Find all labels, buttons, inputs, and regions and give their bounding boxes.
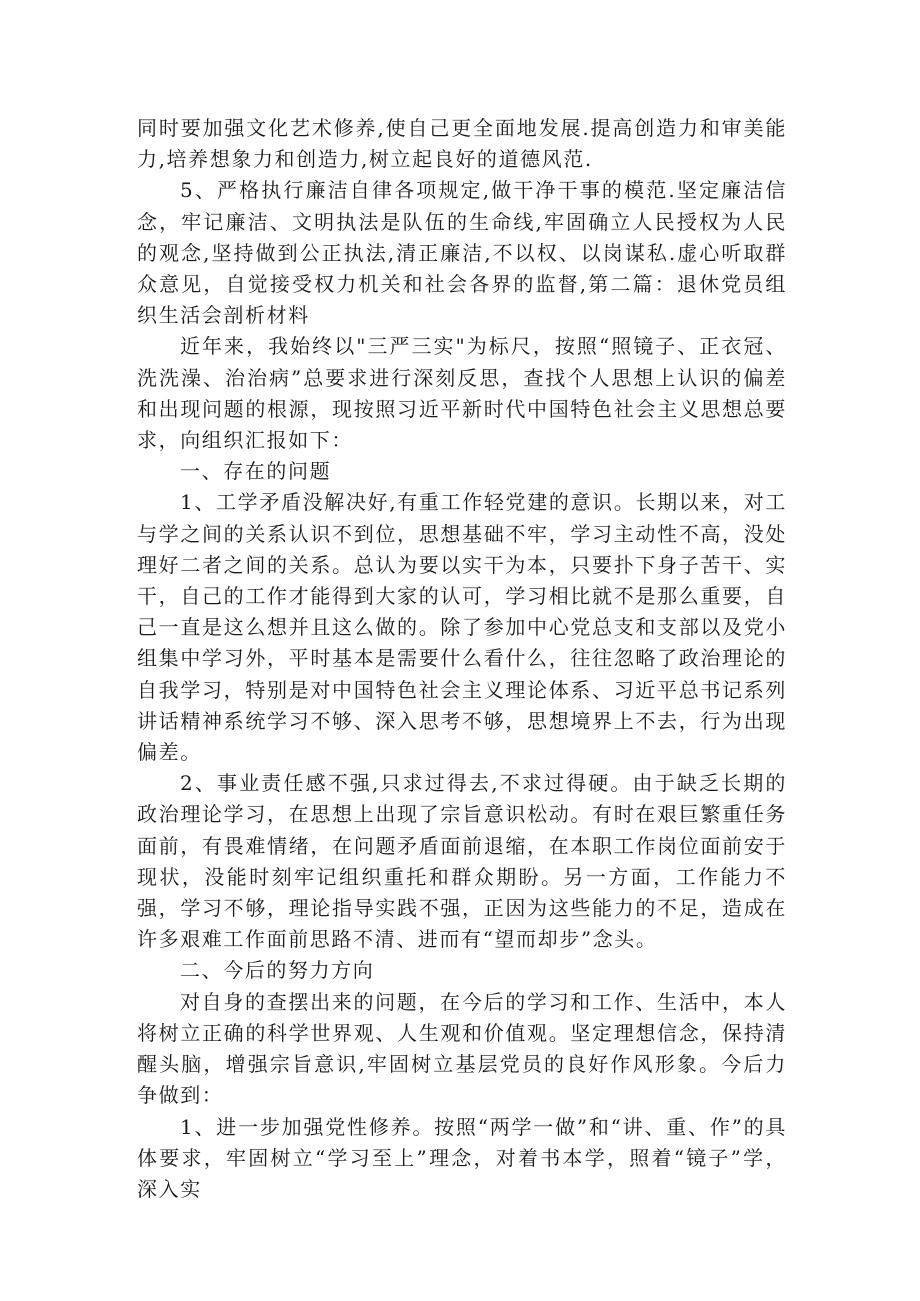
paragraph-introduction: 近年来，我始终以"三严三实"为标尺，按照“照镜子、正衣冠、洗洗澡、治治病”总要求进行深刻反思，查找个人思想上认识的偏差和出现问题的根源，现按照习近平新时代中国特色社会主义思想总要求，向组织汇报如下：: [137, 334, 787, 453]
paragraph-future-intro: 对自身的查摆出来的问题，在今后的学习和工作、生活中，本人将树立正确的科学世界观、人生观和价值观。坚定理想信念，保持清醒头脑，增强宗旨意识,牢固树立基层党员的良好作风形象。今后力争做到：: [137, 989, 787, 1108]
paragraph-integrity-rules: 5、严格执行廉洁自律各项规定,做干净干事的模范.坚定廉洁信念，牢记廉洁、文明执法是队伍的生命线,牢固确立人民授权为人民的观念,坚持做到公正执法,清正廉洁,不以权、以岗谋私.虚心听取群众意见，自觉接受权力机关和社会各界的监督,第二篇：退休党员组织生活会剖析材料: [137, 178, 787, 328]
document-body: [137, 113, 787, 1205]
paragraph-culture-cultivation: 同时要加强文化艺术修养,使自己更全面地发展.提高创造力和审美能力,培养想象力和创造力,树立起良好的道德风范.: [137, 116, 787, 172]
section-heading-existing-problems: 一、存在的问题: [180, 459, 332, 484]
section-heading-future-direction: 二、今后的努力方向: [180, 958, 375, 983]
paragraph-problem-1: 1、工学矛盾没解决好,有重工作轻党建的意识。长期以来，对工与学之间的关系认识不到位，思想基础不牢，学习主动性不高，没处理好二者之间的关系。总认为要以实干为本，只要扑下身子苦干、实干，自己的工作才能得到大家的认可，学习相比就不是那么重要，自己一直是这么想并且这么做的。除了参加中心党总支和支部以及党小组集中学习外，平时基本是需要什么看什么，往往忽略了政治理论的自我学习，特别是对中国特色社会主义理论体系、习近平总书记系列讲话精神系统学习不够、深入思考不够，思想境界上不去，行为出现偏差。: [137, 490, 787, 765]
paragraph-problem-2: 2、事业责任感不强,只求过得去,不求过得硬。由于缺乏长期的政治理论学习，在思想上出现了宗旨意识松动。有时在艰巨繁重任务面前，有畏难情绪，在问题矛盾面前退缩，在本职工作岗位面前安于现状，没能时刻牢记组织重托和群众期盼。另一方面，工作能力不强，学习不够，理论指导实践不强，正因为这些能力的不足，造成在许多艰难工作面前思路不清、进而有“望而却步”念头。: [137, 771, 787, 952]
paragraph-future-1: 1、进一步加强党性修养。按照“两学一做”和“讲、重、作”的具体要求，牢固树立“学习至上”理念，对着书本学，照着“镜子”学，深入实: [137, 1114, 787, 1201]
